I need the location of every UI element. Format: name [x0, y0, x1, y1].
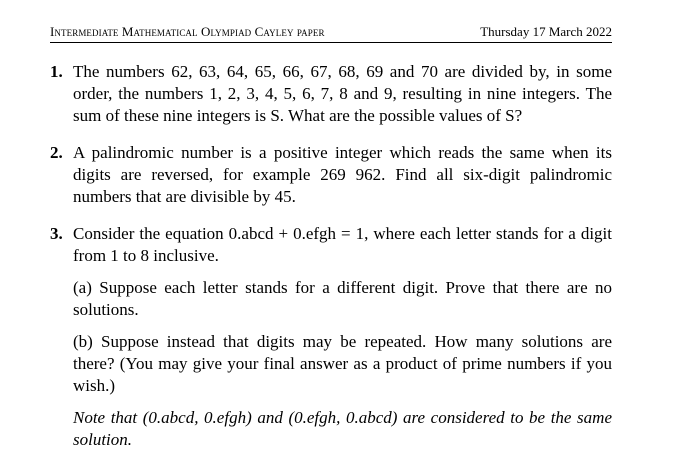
- paper-date: Thursday 17 March 2022: [480, 24, 612, 39]
- page-header: [50, 20, 612, 40]
- question-note: Note that (0.abcd, 0.efgh) and (0.efgh, 0.abcd) are considered to be the same solution.: [73, 408, 612, 449]
- question-number: 2.: [50, 143, 63, 162]
- question-1: [50, 61, 612, 127]
- question-3: [50, 223, 612, 451]
- question-part-b: (b) Suppose instead that digits may be repeated. How many solutions are there? (You may give your final answer as a product of prime numbers if you wish.): [73, 332, 612, 395]
- header-rule: [50, 42, 612, 43]
- paper-title: Intermediate Mathematical Olympiad Cayley paper: [50, 24, 325, 39]
- question-text: The numbers 62, 63, 64, 65, 66, 67, 68, 69 and 70 are divided by, in some order, the numbers 1, 2, 3, 4, 5, 6, 7, 8 and 9, resulting in nine integers. The sum of these nine integers is S. What are the possible values of S?: [73, 62, 612, 125]
- question-text: A palindromic number is a positive integer which reads the same when its digits are reversed, for example 269 962. Find all six-digit palindromic numbers that are divisible by 45.: [73, 143, 612, 206]
- question-number: 1.: [50, 62, 63, 81]
- question-2: [50, 142, 612, 208]
- question-part-a: (a) Suppose each letter stands for a different digit. Prove that there are no solutions.: [73, 278, 612, 319]
- question-text: Consider the equation 0.abcd + 0.efgh = 1, where each letter stands for a digit from 1 to 8 inclusive.: [73, 224, 612, 265]
- question-number: 3.: [50, 224, 63, 243]
